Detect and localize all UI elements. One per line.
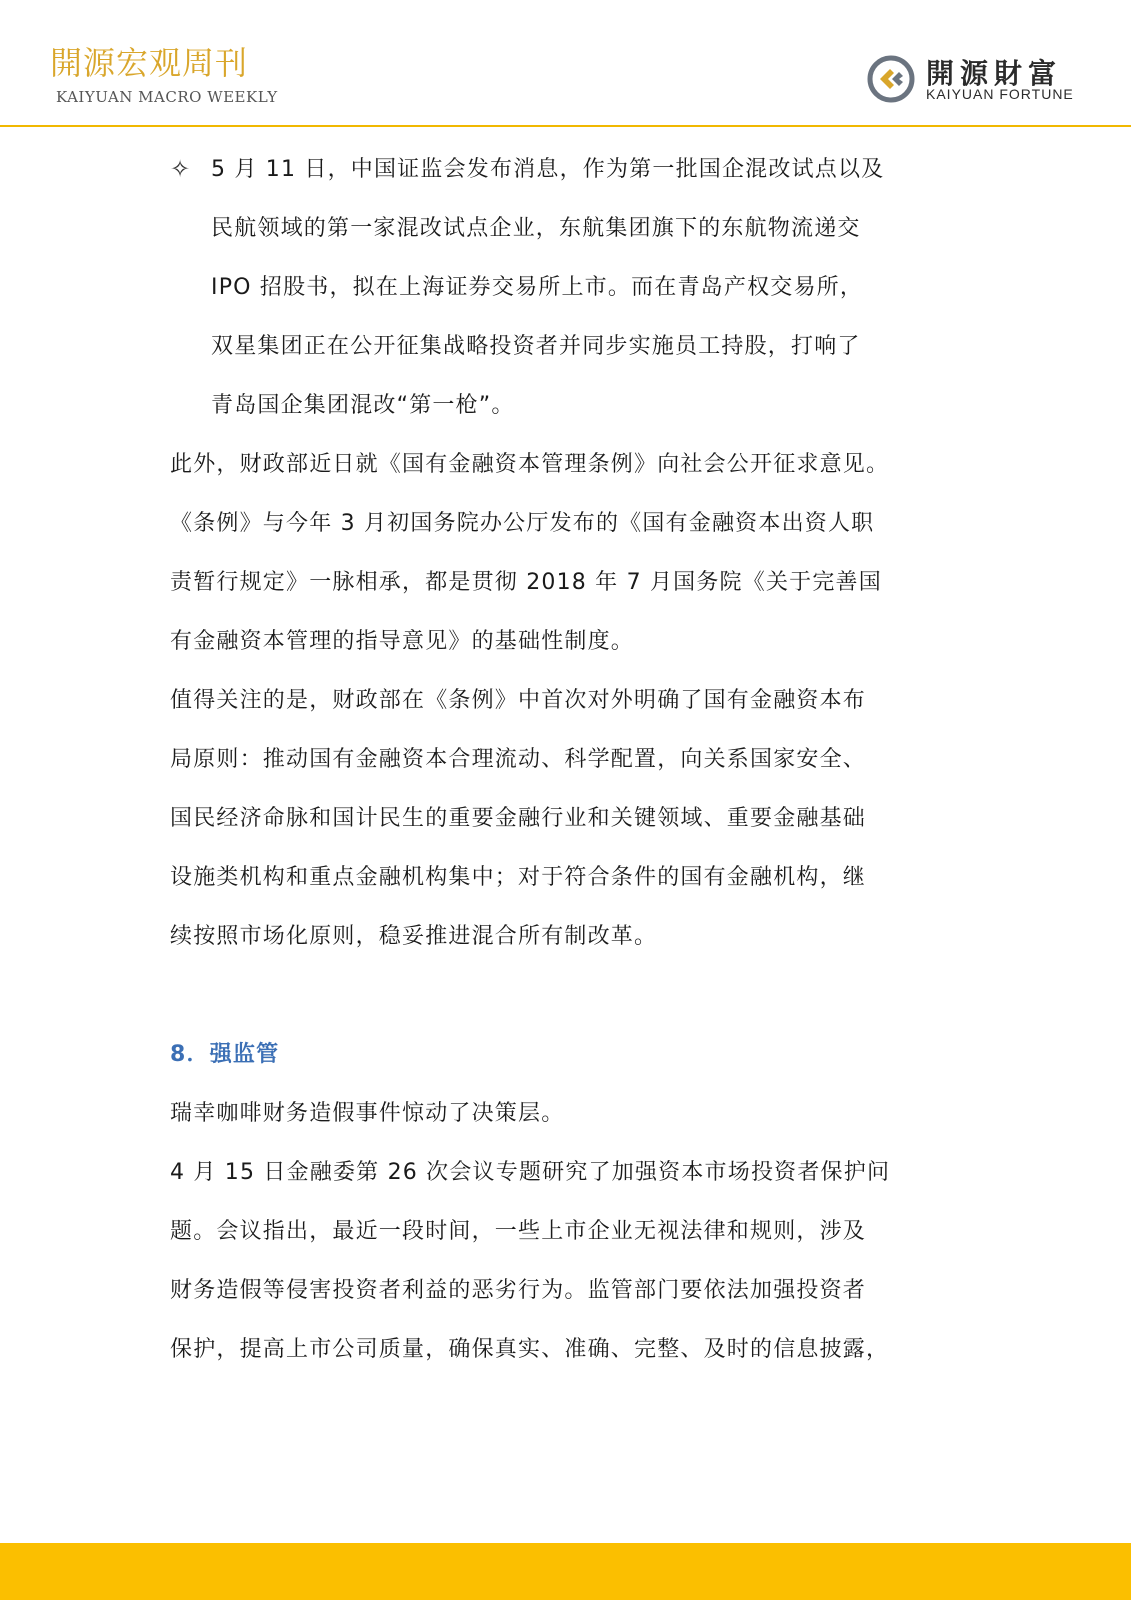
kaiyuan-fortune-logo [866, 52, 1086, 108]
header-divider [0, 125, 1131, 127]
logo-chinese-text: 開源財富 [926, 57, 1063, 90]
paragraph-financial-capital-regulation: 此外，财政部近日就《国有金融资本管理条例》向社会公开征求意见。 《条例》与今年 3 月初国务院办公厅发布的《国有金融资本出资人职 责暂行规定》一脉相承，都是贯彻 2018 年 7 月国务院《关于完善国 有金融资本管理的指导意见》的基础性制度。 [170, 452, 890, 654]
paragraph-luckin-fraud: 瑞幸咖啡财务造假事件惊动了决策层。 [170, 1101, 565, 1126]
document-body [170, 140, 960, 1379]
footer-bar [0, 1543, 1131, 1600]
logo-english-text: KAIYUAN FORTUNE [926, 86, 1074, 102]
section-heading-strong-regulation: 8．强监管 [170, 1042, 280, 1067]
report-subtitle: KAIYUAN MACRO WEEKLY [56, 88, 278, 106]
paragraph-layout-principles: 值得关注的是，财政部在《条例》中首次对外明确了国有金融资本布 局原则：推动国有金融资本合理流动、科学配置，向关系国家安全、 国民经济命脉和国计民生的重要金融行业和关键领域、重要金融基础 设施类机构和重点金融机构集中；对于符合条件的国有金融机构，继 续按照市场化原则，稳妥推进混合所有制改革。 [170, 688, 867, 949]
kaiyuan-logo-icon [866, 54, 916, 104]
report-title: 開源宏观周刊 [50, 44, 249, 82]
bullet-text: 5 月 11 日，中国证监会发布消息，作为第一批国企混改试点以及 民航领域的第一家混改试点企业，东航集团旗下的东航物流递交 IPO 招股书，拟在上海证券交易所上市。而在青岛产权交易所， 双星集团正在公开征集战略投资者并同步实施员工持股，打响了 青岛国企集团混改“第一枪”。 [211, 157, 885, 418]
paragraph-investor-protection: 4 月 15 日金融委第 26 次会议专题研究了加强资本市场投资者保护问 题。会议指出，最近一段时间，一些上市企业无视法律和规则，涉及 财务造假等侵害投资者利益的恶劣行为。监管部门要依法加强投资者 保护，提高上市公司质量，确保真实、准确、完整、及时的信息披露， [170, 1160, 891, 1362]
sparkle-bullet-icon: ✧ [170, 155, 191, 183]
bullet-item [170, 140, 960, 435]
